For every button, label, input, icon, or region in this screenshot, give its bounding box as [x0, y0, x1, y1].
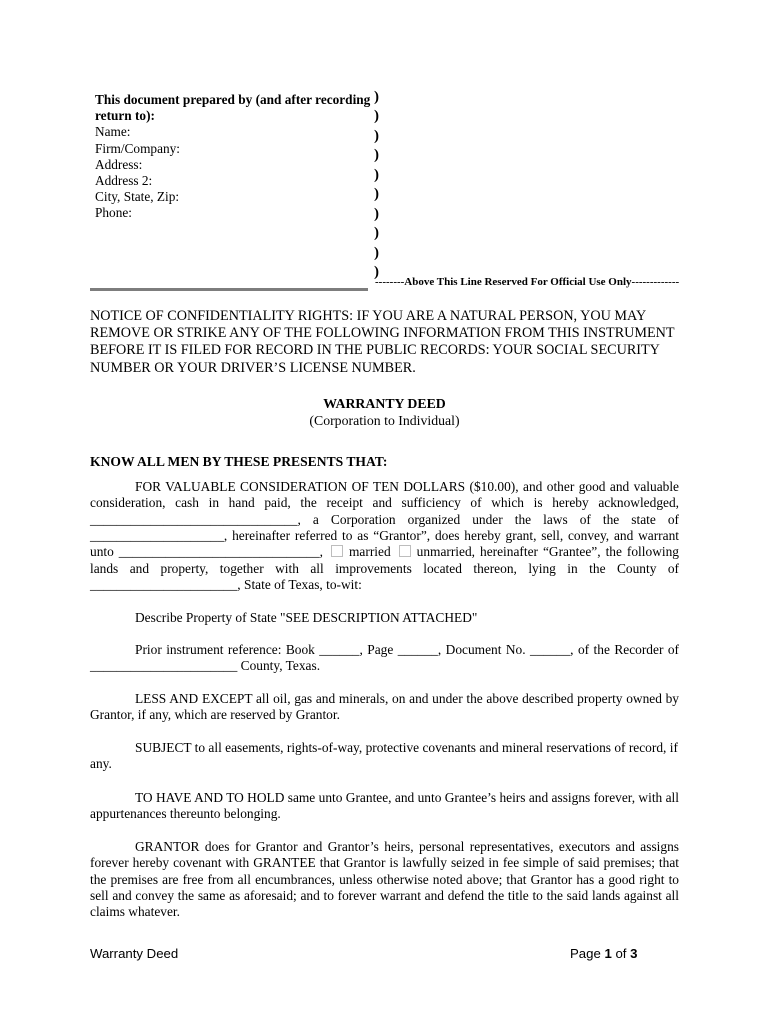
less-and-except-paragraph: LESS AND EXCEPT all oil, gas and minerals, on and under the above described property owned by Grantor, if any, which are reserved by Grantor.: [90, 691, 679, 723]
field-label-firm: Firm/Company:: [95, 140, 180, 156]
prepared-by-block: [95, 92, 375, 222]
describe-property-line: Describe Property of State "SEE DESCRIPTION ATTACHED": [135, 610, 478, 625]
subject-to-paragraph: SUBJECT to all easements, rights-of-way, protective covenants and mineral reservations of record, if any.: [90, 740, 678, 772]
of-word: of: [611, 946, 631, 961]
footer-document-label: Warranty Deed: [90, 946, 179, 961]
paren: ): [374, 225, 379, 242]
field-label-name: Name:: [95, 124, 131, 140]
field-label-address2: Address 2:: [95, 173, 153, 189]
prepared-by-title-line2: return to):: [95, 108, 155, 124]
page-word: Page: [570, 946, 605, 961]
grantor-covenant-paragraph: GRANTOR does for Grantor and Grantor’s heirs, personal representatives, executors and assigns forever hereby covenant with GRANTEE that Grantor is lawfully seized in fee simple of said premises; that the premises are free from all encumbrances, unless otherwise noted above; that Grantor has a good right to sell and convey the same as aforesaid; and to forever warrant and defend the title to the said lands against all claims whatever.: [90, 839, 679, 920]
official-use-divider-line: [90, 288, 368, 291]
granting-text-part1: FOR VALUABLE CONSIDERATION OF TEN DOLLARS ($10.00), and other good and valuable consideration, cash in hand paid, the receipt and sufficiency of which is hereby acknowledged, _______________________________, a Corporation organized under the laws of the state of ____________________, hereinafter referred to as “Grantor”, does hereby grant, sell, convey, and warrant unto ______________________________,: [90, 479, 679, 560]
paren: ): [374, 264, 379, 281]
married-checkbox[interactable]: [331, 545, 343, 557]
document-subtitle: (Corporation to Individual): [309, 413, 460, 428]
paren: ): [374, 89, 379, 105]
confidentiality-notice: NOTICE OF CONFIDENTIALITY RIGHTS: IF YOU ARE A NATURAL PERSON, YOU MAY REMOVE OR STRIKE ANY OF THE FOLLOWING INFORMATION FROM THIS INSTRUMENT BEFORE IT IS FILED FOR RECORD IN THE PUBLIC RECORDS: YOUR SOCIAL SECURITY NUMBER OR YOUR DRIVER’S LICENSE NUMBER.: [90, 308, 675, 376]
page-total: 3: [630, 946, 638, 961]
paren: ): [374, 186, 379, 203]
prepared-by-title-line1: This document prepared by (and after recording: [95, 92, 371, 107]
paren: ): [374, 205, 379, 222]
paren: ): [374, 108, 379, 125]
document-title: WARRANTY DEED: [323, 396, 446, 411]
paren: ): [374, 147, 379, 164]
paren: ): [374, 127, 379, 144]
granting-paragraph: [90, 479, 679, 593]
paren: ): [374, 166, 379, 183]
prior-instrument-paragraph: Prior instrument reference: Book ______, Page ______, Document No. ______, of the Recorder of ______________________ County, Texas.: [90, 642, 679, 674]
field-label-city-state-zip: City, State, Zip:: [95, 189, 180, 205]
field-label-address: Address:: [95, 156, 143, 172]
field-label-phone: Phone:: [95, 205, 132, 221]
recording-paren-column: [374, 88, 379, 283]
unmarried-checkbox[interactable]: [399, 545, 411, 557]
know-all-men-heading: KNOW ALL MEN BY THESE PRESENTS THAT:: [90, 454, 388, 469]
footer-page-number: [570, 946, 637, 961]
page-current: 1: [604, 946, 612, 961]
to-have-and-hold-paragraph: TO HAVE AND TO HOLD same unto Grantee, and unto Grantee’s heirs and assigns forever, with all appurtenances thereunto belonging.: [90, 790, 679, 822]
paren: ): [374, 244, 379, 261]
above-line-reserved-label: --------Above This Line Reserved For Official Use Only-------------: [375, 276, 680, 288]
granting-text-part2: unmarried, hereinafter “Grantee”, the following lands and property, together with all improvements located thereon, lying in the County of ______________________, State of Texas, to-wit:: [90, 544, 679, 593]
married-label: married: [349, 544, 391, 560]
